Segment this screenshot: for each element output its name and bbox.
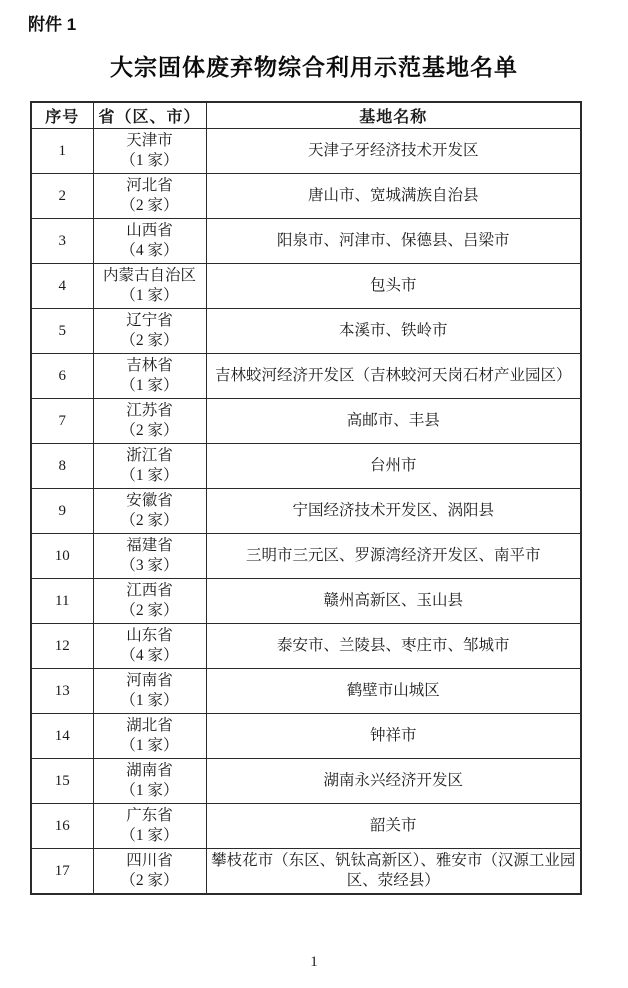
table-row bbox=[31, 849, 581, 895]
province-count: （2 家） bbox=[120, 197, 179, 214]
row-serial-number: 15 bbox=[31, 759, 93, 804]
table-row bbox=[31, 669, 581, 714]
province-cell bbox=[93, 669, 206, 714]
province-cell bbox=[93, 849, 206, 895]
base-name-cell: 阳泉市、河津市、保德县、吕梁市 bbox=[206, 219, 581, 264]
base-name-cell: 泰安市、兰陵县、枣庄市、邹城市 bbox=[206, 624, 581, 669]
province-name: 广东省 bbox=[126, 807, 173, 824]
page-title: 大宗固体废弃物综合利用示范基地名单 bbox=[110, 54, 518, 80]
base-list-table bbox=[30, 101, 582, 895]
row-serial-number: 14 bbox=[31, 714, 93, 759]
table-body bbox=[31, 129, 581, 895]
province-count: （4 家） bbox=[120, 647, 179, 664]
province-cell bbox=[93, 219, 206, 264]
table-row bbox=[31, 489, 581, 534]
base-name-cell: 湖南永兴经济开发区 bbox=[206, 759, 581, 804]
row-serial-number: 10 bbox=[31, 534, 93, 579]
base-name-cell: 包头市 bbox=[206, 264, 581, 309]
province-name: 湖南省 bbox=[126, 762, 173, 779]
province-cell bbox=[93, 444, 206, 489]
province-count: （1 家） bbox=[120, 152, 179, 169]
province-count: （3 家） bbox=[120, 557, 179, 574]
table-row bbox=[31, 534, 581, 579]
province-name: 吉林省 bbox=[126, 357, 173, 374]
table-row bbox=[31, 174, 581, 219]
table-row bbox=[31, 624, 581, 669]
province-cell bbox=[93, 399, 206, 444]
base-name-cell: 鹤壁市山城区 bbox=[206, 669, 581, 714]
province-cell bbox=[93, 309, 206, 354]
province-cell bbox=[93, 354, 206, 399]
province-cell bbox=[93, 489, 206, 534]
province-cell bbox=[93, 714, 206, 759]
province-cell bbox=[93, 534, 206, 579]
table-row bbox=[31, 759, 581, 804]
province-name: 湖北省 bbox=[126, 717, 173, 734]
province-count: （2 家） bbox=[120, 332, 179, 349]
province-count: （2 家） bbox=[120, 872, 179, 889]
row-serial-number: 1 bbox=[31, 129, 93, 174]
base-name-cell: 攀枝花市（东区、钒钛高新区）、雅安市（汉源工业园区、荥经县） bbox=[206, 849, 581, 895]
row-serial-number: 12 bbox=[31, 624, 93, 669]
table-row bbox=[31, 714, 581, 759]
province-name: 安徽省 bbox=[126, 492, 173, 509]
province-count: （1 家） bbox=[120, 287, 179, 304]
base-name-cell: 钟祥市 bbox=[206, 714, 581, 759]
province-name: 浙江省 bbox=[126, 447, 173, 464]
province-count: （1 家） bbox=[120, 467, 179, 484]
row-serial-number: 6 bbox=[31, 354, 93, 399]
header-province: 省（区、市） bbox=[93, 102, 206, 129]
province-cell bbox=[93, 624, 206, 669]
province-name: 河南省 bbox=[126, 672, 173, 689]
table-row bbox=[31, 264, 581, 309]
table-row bbox=[31, 354, 581, 399]
province-count: （1 家） bbox=[120, 827, 179, 844]
province-count: （2 家） bbox=[120, 602, 179, 619]
row-serial-number: 3 bbox=[31, 219, 93, 264]
province-name: 内蒙古自治区 bbox=[102, 267, 196, 284]
table-header-row bbox=[31, 102, 581, 129]
row-serial-number: 9 bbox=[31, 489, 93, 534]
base-name-cell: 三明市三元区、罗源湾经济开发区、南平市 bbox=[206, 534, 581, 579]
row-serial-number: 17 bbox=[31, 849, 93, 895]
province-name: 山东省 bbox=[126, 627, 173, 644]
base-name-cell: 宁国经济技术开发区、涡阳县 bbox=[206, 489, 581, 534]
header-base-name: 基地名称 bbox=[206, 102, 581, 129]
province-name: 江西省 bbox=[126, 582, 173, 599]
province-cell bbox=[93, 759, 206, 804]
province-name: 天津市 bbox=[126, 132, 173, 149]
province-cell bbox=[93, 174, 206, 219]
province-cell bbox=[93, 264, 206, 309]
row-serial-number: 13 bbox=[31, 669, 93, 714]
table-row bbox=[31, 444, 581, 489]
province-name: 河北省 bbox=[126, 177, 173, 194]
province-count: （1 家） bbox=[120, 377, 179, 394]
table-row bbox=[31, 399, 581, 444]
table-row bbox=[31, 129, 581, 174]
page-number: 1 bbox=[310, 954, 318, 970]
table-row bbox=[31, 579, 581, 624]
province-count: （2 家） bbox=[120, 512, 179, 529]
row-serial-number: 8 bbox=[31, 444, 93, 489]
base-name-cell: 本溪市、铁岭市 bbox=[206, 309, 581, 354]
province-count: （4 家） bbox=[120, 242, 179, 259]
row-serial-number: 16 bbox=[31, 804, 93, 849]
table-row bbox=[31, 309, 581, 354]
province-cell bbox=[93, 579, 206, 624]
base-name-cell: 吉林蛟河经济开发区（吉林蛟河天岗石材产业园区） bbox=[206, 354, 581, 399]
attachment-label: 附件 1 bbox=[28, 15, 77, 34]
row-serial-number: 11 bbox=[31, 579, 93, 624]
table-row bbox=[31, 804, 581, 849]
province-name: 江苏省 bbox=[126, 402, 173, 419]
row-serial-number: 5 bbox=[31, 309, 93, 354]
row-serial-number: 2 bbox=[31, 174, 93, 219]
province-name: 福建省 bbox=[126, 537, 173, 554]
base-name-cell: 天津子牙经济技术开发区 bbox=[206, 129, 581, 174]
province-name: 辽宁省 bbox=[126, 312, 173, 329]
province-count: （1 家） bbox=[120, 782, 179, 799]
base-name-cell: 高邮市、丰县 bbox=[206, 399, 581, 444]
header-serial-number: 序号 bbox=[31, 102, 93, 129]
table-row bbox=[31, 219, 581, 264]
base-name-cell: 赣州高新区、玉山县 bbox=[206, 579, 581, 624]
base-name-cell: 台州市 bbox=[206, 444, 581, 489]
row-serial-number: 7 bbox=[31, 399, 93, 444]
base-name-cell: 韶关市 bbox=[206, 804, 581, 849]
province-name: 四川省 bbox=[126, 852, 173, 869]
row-serial-number: 4 bbox=[31, 264, 93, 309]
province-count: （1 家） bbox=[120, 737, 179, 754]
province-cell bbox=[93, 129, 206, 174]
province-cell bbox=[93, 804, 206, 849]
province-name: 山西省 bbox=[126, 222, 173, 239]
province-count: （1 家） bbox=[120, 692, 179, 709]
base-name-cell: 唐山市、宽城满族自治县 bbox=[206, 174, 581, 219]
province-count: （2 家） bbox=[120, 422, 179, 439]
